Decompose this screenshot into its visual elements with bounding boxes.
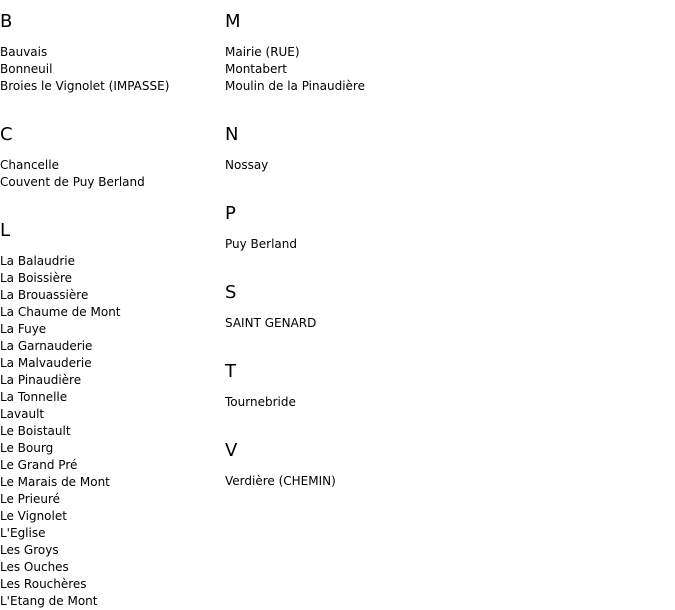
- group-spacer: [225, 95, 665, 113]
- group-spacer: [0, 191, 220, 209]
- street-item: [0, 491, 220, 508]
- street-item: [225, 315, 665, 332]
- letter-heading: P: [225, 203, 236, 224]
- street-link-les-ouches[interactable]: Les Ouches: [0, 560, 69, 574]
- street-link-puy-berland[interactable]: Puy Berland: [225, 237, 298, 251]
- street-link-la-balaudrie[interactable]: La Balaudrie: [0, 254, 75, 268]
- street-item: [0, 78, 220, 95]
- letter-heading: M: [225, 11, 241, 32]
- street-item: [0, 542, 220, 559]
- street-list: [225, 462, 665, 490]
- letter-group-b: [0, 0, 220, 95]
- street-item: [0, 321, 220, 338]
- street-link-la-chaume-de-mont[interactable]: La Chaume de Mont: [0, 305, 121, 319]
- street-item: [225, 157, 665, 174]
- street-list: [225, 225, 665, 253]
- letter-group-t: [225, 350, 665, 411]
- street-link-la-pinaudiere[interactable]: La Pinaudière: [0, 373, 82, 387]
- letter-heading: S: [225, 282, 237, 303]
- letter-heading: V: [225, 440, 238, 461]
- street-list: [225, 33, 665, 95]
- street-link-le-boistault[interactable]: Le Boistault: [0, 424, 71, 438]
- street-link-montabert[interactable]: Montabert: [225, 62, 287, 76]
- street-link-les-groys[interactable]: Les Groys: [0, 543, 59, 557]
- letter-group-n: [225, 113, 665, 174]
- group-spacer: [0, 95, 220, 113]
- group-spacer: [225, 174, 665, 192]
- street-link-la-boissiere[interactable]: La Boissière: [0, 271, 73, 285]
- street-list: [0, 242, 220, 610]
- street-link-l-eglise[interactable]: L'Eglise: [0, 526, 46, 540]
- street-link-nossay[interactable]: Nossay: [225, 158, 269, 172]
- street-item: [0, 304, 220, 321]
- street-item: [0, 338, 220, 355]
- street-link-le-bourg[interactable]: Le Bourg: [0, 441, 54, 455]
- street-link-tournebride[interactable]: Tournebride: [225, 395, 296, 409]
- street-item: [225, 78, 665, 95]
- street-index-right-column: [225, 0, 665, 490]
- letter-heading: L: [0, 220, 11, 241]
- street-item: [0, 406, 220, 423]
- street-item: [0, 423, 220, 440]
- letter-group-c: [0, 113, 220, 191]
- street-link-les-roucheres[interactable]: Les Rouchères: [0, 577, 87, 591]
- street-link-la-malvauderie[interactable]: La Malvauderie: [0, 356, 92, 370]
- group-spacer: [225, 411, 665, 429]
- street-item: [0, 157, 220, 174]
- street-link-le-prieure[interactable]: Le Prieuré: [0, 492, 61, 506]
- street-item: [0, 525, 220, 542]
- letter-heading: B: [0, 11, 13, 32]
- letter-group-l: [0, 209, 220, 610]
- street-item: [225, 394, 665, 411]
- street-link-chancelle[interactable]: Chancelle: [0, 158, 59, 172]
- letter-group-m: [225, 0, 665, 95]
- street-item: [225, 473, 665, 490]
- street-item: [0, 270, 220, 287]
- street-link-le-grand-pre[interactable]: Le Grand Pré: [0, 458, 78, 472]
- street-link-mairie-rue[interactable]: Mairie (RUE): [225, 45, 300, 59]
- street-item: [0, 287, 220, 304]
- street-link-la-fuye[interactable]: La Fuye: [0, 322, 47, 336]
- letter-heading: N: [225, 124, 239, 145]
- street-link-l-etang-de-mont[interactable]: L'Etang de Mont: [0, 594, 98, 608]
- letter-heading: T: [225, 361, 236, 382]
- street-item: [225, 44, 665, 61]
- street-item: [0, 253, 220, 270]
- street-item: [0, 576, 220, 593]
- street-item: [0, 61, 220, 78]
- street-item: [225, 61, 665, 78]
- street-item: [0, 508, 220, 525]
- street-item: [0, 372, 220, 389]
- street-link-le-vignolet[interactable]: Le Vignolet: [0, 509, 67, 523]
- street-link-la-tonnelle[interactable]: La Tonnelle: [0, 390, 68, 404]
- letter-group-v: [225, 429, 665, 490]
- street-list: [0, 146, 220, 191]
- street-link-la-brouassiere[interactable]: La Brouassière: [0, 288, 89, 302]
- street-item: [0, 593, 220, 610]
- street-list: [225, 146, 665, 174]
- group-spacer: [225, 253, 665, 271]
- street-list: [225, 304, 665, 332]
- street-link-moulin-de-la-pinaudiere[interactable]: Moulin de la Pinaudière: [225, 79, 365, 93]
- street-list: [225, 383, 665, 411]
- street-item: [0, 559, 220, 576]
- street-item: [0, 440, 220, 457]
- street-link-lavault[interactable]: Lavault: [0, 407, 45, 421]
- street-link-couvent-de-puy-berland[interactable]: Couvent de Puy Berland: [0, 175, 145, 189]
- street-index-left-column: [0, 0, 220, 610]
- street-link-bauvais[interactable]: Bauvais: [0, 45, 48, 59]
- street-item: [0, 44, 220, 61]
- street-link-verdiere-chemin[interactable]: Verdière (CHEMIN): [225, 474, 336, 488]
- letter-heading: C: [0, 124, 13, 145]
- street-item: [0, 457, 220, 474]
- street-item: [0, 355, 220, 372]
- street-item: [0, 474, 220, 491]
- street-link-broies-le-vignolet-impasse[interactable]: Broies le Vignolet (IMPASSE): [0, 79, 170, 93]
- street-item: [0, 389, 220, 406]
- street-list: [0, 33, 220, 95]
- letter-group-s: [225, 271, 665, 332]
- street-link-saint-genard[interactable]: SAINT GENARD: [225, 316, 317, 330]
- letter-group-p: [225, 192, 665, 253]
- street-item: [0, 174, 220, 191]
- street-link-bonneuil[interactable]: Bonneuil: [0, 62, 53, 76]
- street-item: [225, 236, 665, 253]
- street-link-le-marais-de-mont[interactable]: Le Marais de Mont: [0, 475, 110, 489]
- street-link-la-garnauderie[interactable]: La Garnauderie: [0, 339, 93, 353]
- group-spacer: [225, 332, 665, 350]
